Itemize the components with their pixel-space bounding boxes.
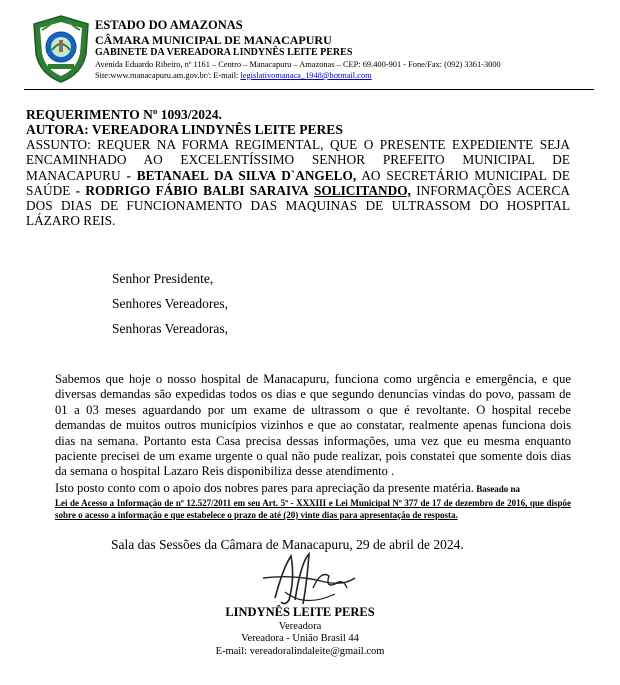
request-author: AUTORA: VEREADORA LINDYNÊS LEITE PERES — [26, 122, 343, 137]
handwritten-signature — [255, 548, 365, 610]
mayor-name: - BETANAEL DA SILVA D`ANGELO, — [126, 167, 357, 183]
secretary-name: - RODRIGO FÁBIO BALBI SARAIVA — [75, 182, 309, 198]
header-email-link[interactable]: legislativomanaca_1948@hotmail.com — [240, 71, 372, 80]
header-chamber: CÂMARA MUNICIPAL DE MANACAPURU — [95, 33, 332, 47]
header-contact — [95, 71, 372, 80]
closing-paragraph — [55, 481, 571, 497]
subject-part-1: ASSUNTO: REQUER NA FORMA REGIMENTAL, QUE O PRESENTE EXPEDIENTE SEJA ENCAMINHADO AO EXCELENTÍSSIMO SENHOR PREFEITO MUNICIPAL DE MANACAPURU — [26, 137, 570, 183]
closing-basis: Baseado na — [473, 484, 520, 494]
place-date: Sala das Sessões da Câmara de Manacapuru, 29 de abril de 2024. — [111, 537, 464, 552]
header-address: Avenida Eduardo Ribeiro, nº 1161 – Centro – Manacapuru – Amazonas – CEP: 69.400-901 - Fone/Fax: (092) 3361-3000 — [95, 60, 501, 69]
body-paragraph: Sabemos que hoje o nosso hospital de Manacapuru, funciona como urgência e emergência, e que diversas demandas são expedidas todos os dias e que segundo denuncias vindas do povo, passam de 01 a 03 meses aguardando por um exame de ultrassom o que é revoltante. O hospital recebe demandas de muitos outros municípios vizinhos e que ao constatar, realmente apenas funciona dois dias na semana. Portanto esta Casa precisa dessas informações, uma vez que eu mesma enquanto paciente precisei de um exame urgente o qual não pude realizar, pois constatei que somente dois dias da semana o hospital Lazaro Reis disponibiliza desse atendimento . — [55, 372, 571, 479]
subject-part-3: INFORMAÇÕES ACERCA DOS DIAS DE FUNCIONAMENTO DAS MAQUINAS DE ULTRASSOM DO HOSPITAL LÁZARO REIS. — [26, 182, 571, 229]
signatory-party: Vereadora - União Brasil 44 — [241, 633, 359, 644]
request-subject — [26, 137, 570, 229]
header-state: ESTADO DO AMAZONAS — [95, 18, 243, 32]
chamber-logo-icon — [30, 14, 92, 84]
signatory-email: E-mail: vereadoralindaleite@gmail.com — [215, 646, 385, 657]
solicitando-label: SOLICITANDO, — [313, 182, 411, 198]
subject-part-2: AO SECRETÁRIO MUNICIPAL DE SAÚDE — [26, 167, 570, 198]
salutation-president: Senhor Presidente, — [112, 271, 214, 286]
signatory-role: Vereadora — [278, 621, 322, 632]
salutation-councilmen: Senhores Vereadores, — [112, 296, 228, 311]
closing-text: Isto posto conto com o apoio dos nobres pares para apreciação da presente matéria. — [55, 481, 474, 495]
request-number: REQUERIMENTO Nº 1093/2024. — [26, 107, 222, 122]
header-divider — [24, 89, 594, 90]
legal-note: Lei de Acesso a Informação de nº 12.527/2011 em seu Art. 5º - XXXIII e Lei Municipal Nº 377 de 17 de dezembro de 2016, que dispõe sobre o acesso a informação e que estabelece o prazo de até (20) vinte dias para apresentação de resposta. — [55, 498, 571, 520]
header-cabinet: GABINETE DA VEREADORA LINDYNÊS LEITE PERES — [95, 47, 353, 58]
header-site: Site:www.manacapuru.am.gov.br/: E-mail: — [95, 71, 241, 80]
salutation-councilwomen: Senhoras Vereadoras, — [112, 321, 228, 336]
signatory-name: LINDYNÊS LEITE PERES — [225, 605, 375, 619]
